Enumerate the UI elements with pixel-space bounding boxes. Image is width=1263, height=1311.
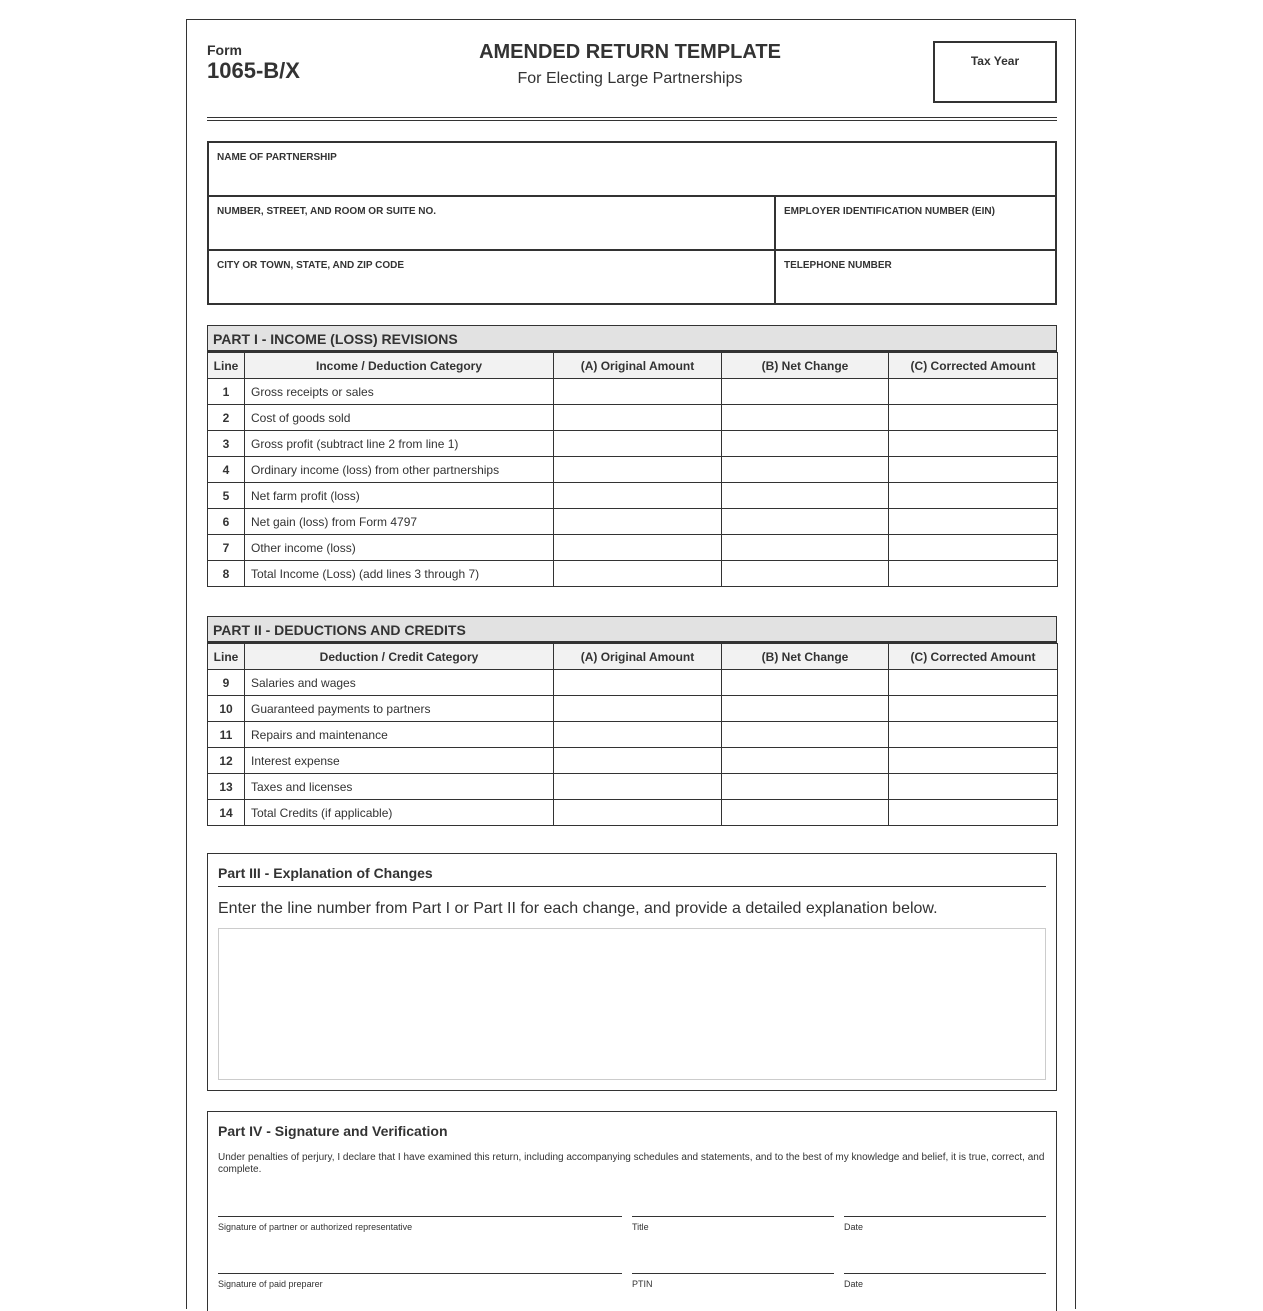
corrected-amount-input[interactable] — [889, 509, 1058, 535]
original-amount-input[interactable] — [554, 483, 722, 509]
line-number: 12 — [208, 748, 245, 774]
ptin-label: PTIN — [632, 1279, 653, 1289]
page-title: AMENDED RETURN TEMPLATE — [479, 41, 781, 63]
category-label: Cost of goods sold — [245, 405, 554, 431]
info-row-name — [209, 143, 1055, 197]
col-header-net-change: (B) Net Change — [722, 353, 889, 379]
line-number: 7 — [208, 535, 245, 561]
line-number: 6 — [208, 509, 245, 535]
line-number: 14 — [208, 800, 245, 826]
line-number: 8 — [208, 561, 245, 587]
table-row — [208, 379, 1058, 405]
partner-signature-label: Signature of partner or authorized representative — [218, 1222, 413, 1232]
category-label: Total Income (Loss) (add lines 3 through 7) — [245, 561, 554, 587]
corrected-amount-input[interactable] — [889, 379, 1058, 405]
explanation-textarea[interactable] — [218, 928, 1046, 1080]
category-label: Total Credits (if applicable) — [245, 800, 554, 826]
corrected-amount-input[interactable] — [889, 774, 1058, 800]
col-header-original: (A) Original Amount — [554, 353, 722, 379]
net-change-input[interactable] — [722, 379, 889, 405]
original-amount-input[interactable] — [554, 457, 722, 483]
original-amount-input[interactable] — [554, 696, 722, 722]
net-change-input[interactable] — [722, 696, 889, 722]
original-amount-input[interactable] — [554, 431, 722, 457]
net-change-input[interactable] — [722, 431, 889, 457]
header-divider — [207, 117, 1057, 121]
preparer-signature-line[interactable] — [218, 1273, 622, 1274]
net-change-input[interactable] — [722, 483, 889, 509]
corrected-amount-input[interactable] — [889, 483, 1058, 509]
corrected-amount-input[interactable] — [889, 561, 1058, 587]
line-number: 2 — [208, 405, 245, 431]
category-label: Gross profit (subtract line 2 from line 1) — [245, 431, 554, 457]
net-change-input[interactable] — [722, 748, 889, 774]
part3-heading: Part III - Explanation of Changes — [218, 865, 1046, 887]
line-number: 9 — [208, 670, 245, 696]
col-header-original: (A) Original Amount — [554, 644, 722, 670]
original-amount-input[interactable] — [554, 379, 722, 405]
telephone-label: TELEPHONE NUMBER — [784, 260, 892, 271]
col-header-line: Line — [208, 644, 245, 670]
category-label: Interest expense — [245, 748, 554, 774]
net-change-input[interactable] — [722, 405, 889, 431]
table-row — [208, 561, 1058, 587]
col-header-category: Deduction / Credit Category — [245, 644, 554, 670]
line-number: 5 — [208, 483, 245, 509]
preparer-date-line[interactable] — [844, 1273, 1046, 1274]
table-row — [208, 748, 1058, 774]
original-amount-input[interactable] — [554, 509, 722, 535]
street-address-label: NUMBER, STREET, AND ROOM OR SUITE NO. — [217, 206, 437, 217]
original-amount-input[interactable] — [554, 748, 722, 774]
col-header-corrected: (C) Corrected Amount — [889, 353, 1058, 379]
col-header-net-change: (B) Net Change — [722, 644, 889, 670]
col-header-category: Income / Deduction Category — [245, 353, 554, 379]
telephone-field[interactable] — [774, 251, 1055, 303]
title-line[interactable] — [632, 1216, 834, 1217]
street-address-field[interactable] — [209, 197, 774, 249]
table-row — [208, 535, 1058, 561]
net-change-input[interactable] — [722, 535, 889, 561]
partnership-name-label: NAME OF PARTNERSHIP — [217, 152, 337, 163]
ein-field[interactable] — [774, 197, 1055, 249]
line-number: 3 — [208, 431, 245, 457]
part4-heading: Part IV - Signature and Verification — [218, 1123, 448, 1139]
part1-section — [207, 325, 1057, 587]
info-row-address — [209, 197, 1055, 251]
date-line[interactable] — [844, 1216, 1046, 1217]
table-row — [208, 696, 1058, 722]
net-change-input[interactable] — [722, 509, 889, 535]
net-change-input[interactable] — [722, 561, 889, 587]
category-label: Salaries and wages — [245, 670, 554, 696]
category-label: Guaranteed payments to partners — [245, 696, 554, 722]
category-label: Net gain (loss) from Form 4797 — [245, 509, 554, 535]
original-amount-input[interactable] — [554, 800, 722, 826]
form-page — [186, 19, 1076, 1309]
part2-header-row — [208, 644, 1058, 670]
preparer-date-label: Date — [844, 1279, 864, 1289]
net-change-input[interactable] — [722, 774, 889, 800]
tax-year-field[interactable] — [933, 41, 1057, 103]
part3-section — [207, 853, 1057, 1091]
line-number: 1 — [208, 379, 245, 405]
partnership-name-field[interactable] — [209, 143, 1055, 195]
date-label: Date — [844, 1222, 864, 1232]
corrected-amount-input[interactable] — [889, 405, 1058, 431]
info-row-city — [209, 251, 1055, 303]
original-amount-input[interactable] — [554, 774, 722, 800]
form-label: Form — [207, 42, 242, 58]
corrected-amount-input[interactable] — [889, 535, 1058, 561]
city-state-zip-label: CITY OR TOWN, STATE, AND ZIP CODE — [217, 260, 405, 271]
part2-section — [207, 616, 1057, 826]
part1-header-row — [208, 353, 1058, 379]
net-change-input[interactable] — [722, 800, 889, 826]
original-amount-input[interactable] — [554, 670, 722, 696]
ein-label: EMPLOYER IDENTIFICATION NUMBER (EIN) — [784, 206, 995, 217]
category-label: Repairs and maintenance — [245, 722, 554, 748]
part3-instruction: Enter the line number from Part I or Part II for each change, and provide a detailed explanation below. — [218, 900, 938, 917]
partner-signature-line[interactable] — [218, 1216, 622, 1217]
part2-heading: PART II - DEDUCTIONS AND CREDITS — [207, 616, 1057, 643]
table-row — [208, 405, 1058, 431]
corrected-amount-input[interactable] — [889, 457, 1058, 483]
col-header-line: Line — [208, 353, 245, 379]
tax-year-label: Tax Year — [970, 54, 1020, 68]
page-subtitle: For Electing Large Partnerships — [517, 70, 743, 87]
partnership-info-grid — [207, 141, 1057, 305]
table-row — [208, 509, 1058, 535]
preparer-signature-label: Signature of paid preparer — [218, 1279, 323, 1289]
ptin-line[interactable] — [632, 1273, 834, 1274]
city-state-zip-field[interactable] — [209, 251, 774, 303]
original-amount-input[interactable] — [554, 535, 722, 561]
corrected-amount-input[interactable] — [889, 748, 1058, 774]
part2-table — [207, 643, 1058, 826]
corrected-amount-input[interactable] — [889, 431, 1058, 457]
category-label: Taxes and licenses — [245, 774, 554, 800]
part4-section — [207, 1111, 1057, 1311]
table-row — [208, 483, 1058, 509]
original-amount-input[interactable] — [554, 405, 722, 431]
col-header-corrected: (C) Corrected Amount — [889, 644, 1058, 670]
table-row — [208, 722, 1058, 748]
form-number: 1065-B/X — [207, 58, 300, 83]
category-label: Ordinary income (loss) from other partnerships — [245, 457, 554, 483]
original-amount-input[interactable] — [554, 722, 722, 748]
category-label: Gross receipts or sales — [245, 379, 554, 405]
table-row — [208, 774, 1058, 800]
category-label: Other income (loss) — [245, 535, 554, 561]
corrected-amount-input[interactable] — [889, 800, 1058, 826]
net-change-input[interactable] — [722, 722, 889, 748]
line-number: 4 — [208, 457, 245, 483]
corrected-amount-input[interactable] — [889, 722, 1058, 748]
net-change-input[interactable] — [722, 457, 889, 483]
corrected-amount-input[interactable] — [889, 696, 1058, 722]
title-label: Title — [632, 1222, 649, 1232]
line-number: 13 — [208, 774, 245, 800]
line-number: 10 — [208, 696, 245, 722]
part1-table — [207, 352, 1058, 587]
net-change-input[interactable] — [722, 670, 889, 696]
perjury-declaration: Under penalties of perjury, I declare that I have examined this return, including accompanying schedules and statements, and to the best of my knowledge and belief, it is true, correct, and complete. — [218, 1152, 1045, 1175]
category-label: Net farm profit (loss) — [245, 483, 554, 509]
part1-heading: PART I - INCOME (LOSS) REVISIONS — [207, 325, 1057, 352]
table-row — [208, 457, 1058, 483]
line-number: 11 — [208, 722, 245, 748]
table-row — [208, 800, 1058, 826]
original-amount-input[interactable] — [554, 561, 722, 587]
corrected-amount-input[interactable] — [889, 670, 1058, 696]
table-row — [208, 670, 1058, 696]
table-row — [208, 431, 1058, 457]
